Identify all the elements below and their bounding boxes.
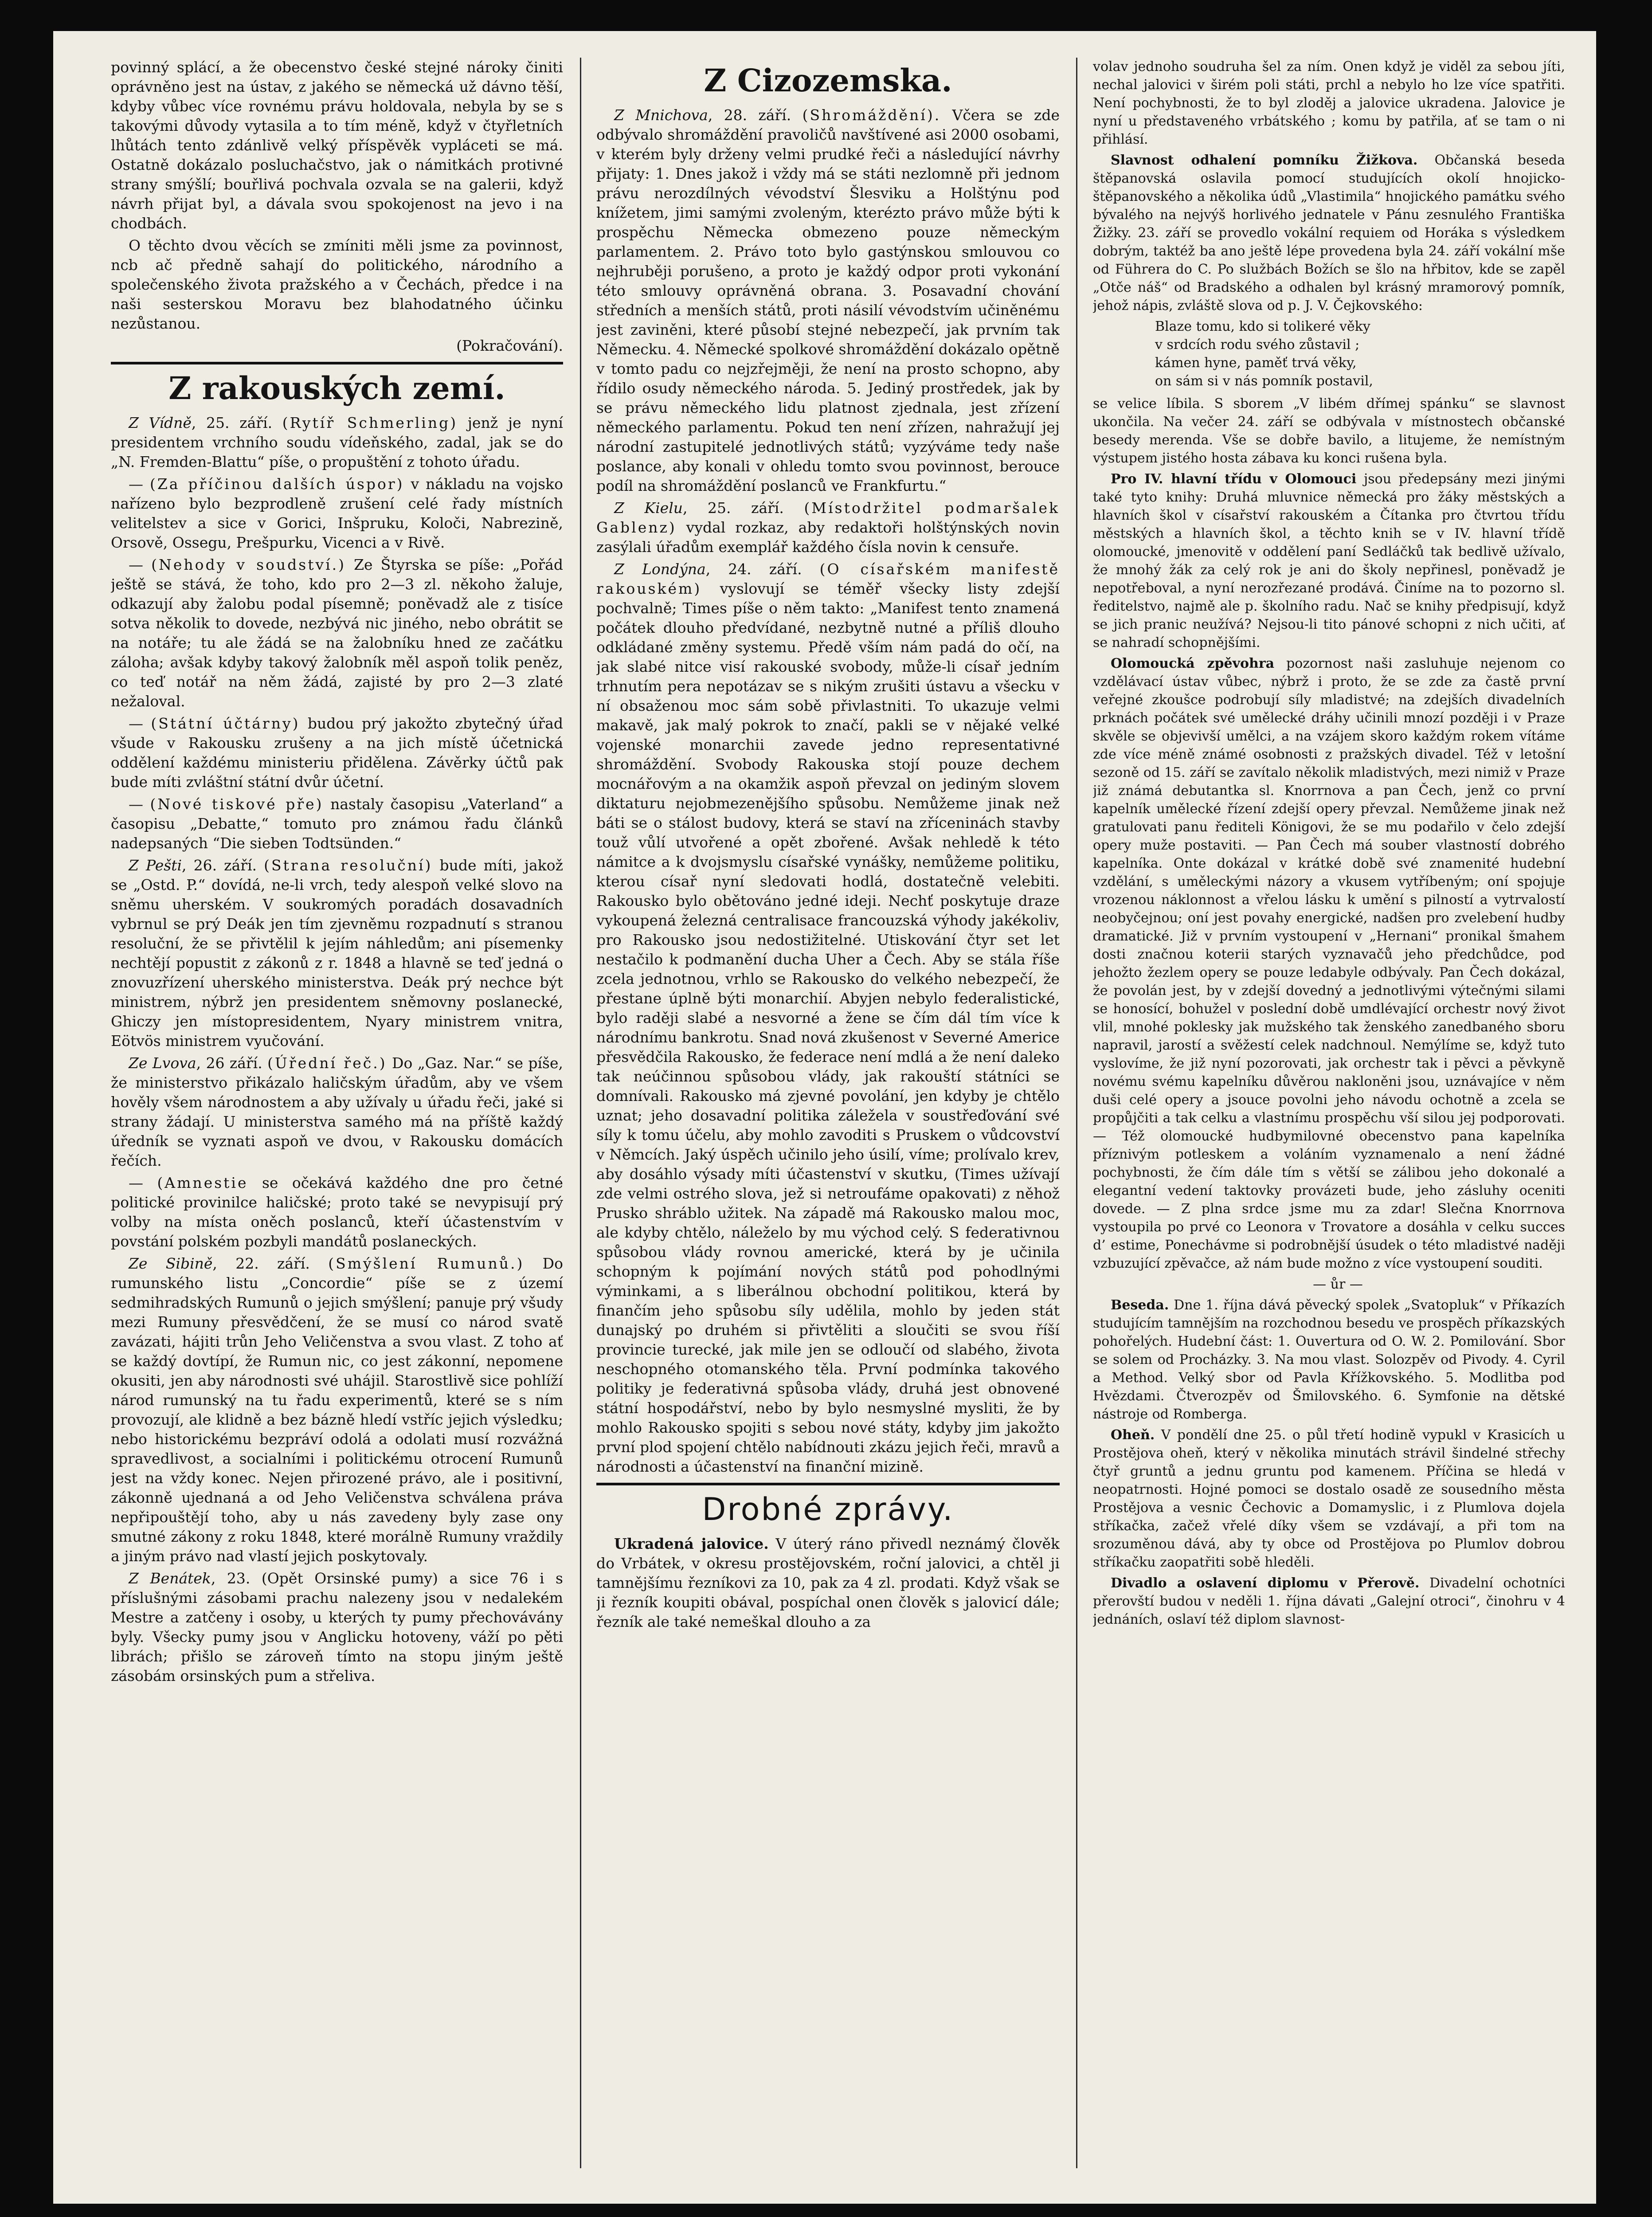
article: — (Amnestie se očekává každého dne pro četné politické provinilce haličské; proto také se nevypisují prý volby na místa oněch poslanců, kteří účastenstvím v povstání polském pozbyli mandátů poslaneckých. xyxy=(111,1174,563,1250)
column-middle xyxy=(596,58,1060,2177)
poem-line: Blaze tomu, kdo si tolikeré věky xyxy=(1155,319,1370,334)
continued-note: (Pokračování). xyxy=(456,337,563,354)
column-right xyxy=(1093,58,1565,2177)
article-title: (Nehody v soudství.) xyxy=(151,556,346,573)
article-text: Občanská beseda štěpanovská oslavila pomocí studujících okolí hnojicko-štěpanovského a několika údů „Vlastimila“ hnojického památku svého bývalého na nejvýš horlivého jednatele v Pánu zesnulého Františka Žižky. 23. září se provedlo vokální requiem od Horáka s výsledkem dobrým, taktéž ba ano ještě lépe provedena byla 24. září vokální mše od Führera do C. Po službách Božích se šlo na hřbitov, kde se zapěl „Otče náš“ od Bradského a odhalen byl krásný mramorový pomník, jehož nápis, zvláště slova od p. J. V. Čejkovského: xyxy=(1093,153,1565,313)
poem xyxy=(1155,317,1565,390)
poem-line: on sám si v nás pomník postavil, xyxy=(1155,373,1373,389)
article-place: Z Benátek xyxy=(129,1570,211,1587)
column-left xyxy=(111,58,563,2177)
article-date: , 25. září. xyxy=(191,414,273,431)
article-place: Ze Sibině xyxy=(129,1255,213,1272)
article-text: Do „Gaz. Nar.“ se píše, že ministerstvo přikázalo haličským úřadům, aby ve všem hověly všem národnostem a aby užívaly u úřadu řeči, jaké si strany žádají. U ministerstva samého má na příště každý úředník se vyznati aspoň ve dvou, v Rakousku domácích řečích. xyxy=(111,1054,563,1169)
article xyxy=(111,413,563,472)
article-title: (Amnestie xyxy=(157,1174,248,1191)
article-date: , 25. září. xyxy=(683,499,784,517)
article-place: Z Kielu xyxy=(614,499,683,517)
article: — (Nové tiskové pře) nastaly časopisu „Vaterland“ a časopisu „Debatte,“ tomuto pro známou řadu článků nadepsaných “Die sieben Todtsünden.“ xyxy=(111,795,563,852)
article-title: (Opět Orsinské pumy) xyxy=(261,1570,438,1587)
article-title: (Shromáždění). xyxy=(802,106,941,124)
article-text: jsou předepsány mezi jinými také tyto knihy: Druhá mluvnice německá pro žáky městských a hlavních škol v císařství rakouském a Čítanka pro čtvrtou třídu městských a hlavních škol, a těchto knih se v IV. hlavní třídě olomoucké, jmenovitě v oddělení paní Sedláčků tak bedlivě užívalo, že mnohý žák za celý rok je ani do školy nepřinesl, poněvadž je nepotřeboval, a nyní nerozřezané prodává. Činíme na to pozorno sl. ředitelstvo, najmě ale p. školního radu. Nač se knihy předpisují, když se jich pranic neužívá? Nejsou-li tito pánové schopni z nich učiti, ať se nahradí schopnějšími. xyxy=(1093,471,1565,650)
article xyxy=(1093,151,1565,315)
article-title: Divadlo a oslavení diplomu v Přerově. xyxy=(1111,1575,1420,1591)
signature: — ůr — xyxy=(1313,1277,1363,1292)
article-date: , 22. září. xyxy=(212,1255,310,1272)
article-title: Oheň. xyxy=(1111,1427,1155,1443)
article-title: Ukradená jalovice. xyxy=(614,1535,769,1552)
article-date: , 23. xyxy=(211,1570,251,1587)
article-title: (Státní účtárny) xyxy=(151,715,300,732)
paragraph: povinný splácí, a že obecenstvo české stejné nároky činiti oprávněno jest na ústav, z jakého se německá už dávno těší, kdyby vůbec více rovnému právu holdovala, nebyla by se s takovými důvody vytasila a to tím méně, když v čtyřletních lhůtách tento zdánlivě velký příspěvěk vypláceti se má. Ostatně dokázalo posluchačstvo, jak o námitkách protivné strany smýšlí; bouřlivá pochvala ozvala se na galerii, když návrh přijat byl, a dávala svou spokojenost na jevo i na chodbách. xyxy=(111,59,563,232)
article-place: Z Londýna xyxy=(614,560,706,578)
article xyxy=(596,1534,1060,1632)
column-rule xyxy=(580,58,581,2168)
article xyxy=(111,1054,563,1171)
article-text: V pondělí dne 25. o půl třetí hodině vypukl v Krasicích u Prostějova oheň, který v několika minutách strávil šindelné střechy čtyř gruntů a jednu gruntu pod kamenem. Příčina se hledá v neopatrnosti. Hojné pomoci se dostalo osadě ze sousedního města Prostějova a vesnic Čechovic a Domamyslic, i z Plumlova dojela stříkačka, začež vřelé díky všem se vzdávají, a při tom na srozuměnou dává, aby ty obce od Prostějova po Plumlov dobrou stříkačku zaopatřiti sobě hleděli. xyxy=(1093,1427,1565,1570)
article xyxy=(111,1254,563,1566)
article-text: V úterý ráno přivedl neznámý člověk do Vrbátek, v okresu prostějovském, roční jalovici, a chtěl ji tamnějšímu řezníkovi za 10, pak za 4 zl. prodati. Když však se ji řezník koupiti obával, pospíchal onen člověk s jalovicí dále; řezník ale také nemeškal dlouho a za xyxy=(596,1535,1060,1630)
article-date: , 26. září. xyxy=(182,857,257,874)
article xyxy=(596,560,1060,1477)
article-title: (Úřední řeč.) xyxy=(267,1054,387,1072)
section-divider xyxy=(111,362,563,364)
article: — (Nehody v soudství.) Ze Štyrska se píše: „Pořád ještě se stává, že toho, kdo pro 2—3 zl. někoho žaluje, odkazují aby žalobu podal písemně; poněvadž ale z tisíce sotva několik to dovede, nezbývá nic jiného, nebo obrátit se na notáře; tu ale žádá se na žalobníku hned ze začátku záloha; avšak kdyby takový žalobník měl aspoň tolik peněz, co teď notář na něm žádá, zajisté by pro 2—3 zlaté nežaloval. xyxy=(111,556,563,710)
article-title: (O císařském manifestě rakouském) xyxy=(596,560,1060,597)
article-title: (Místodržitel podmaršalek Gablenz) xyxy=(596,499,1060,536)
article-title: Olomoucká zpěvohra xyxy=(1111,656,1275,671)
article xyxy=(1093,1574,1565,1629)
poem-line: kámen hyne, paměť trvá věky, xyxy=(1155,355,1357,371)
article xyxy=(111,856,563,1051)
section-heading: Z rakouských zemí. xyxy=(168,370,505,407)
article-text: jenž je nyní presidentem vrchního soudu vídeňského, zadal, jak se do „N. Fremden-Blattu“ píše, o propuštění z tohoto úřadu. xyxy=(111,414,563,470)
paragraph: se velice líbila. S sborem „V libém dřímej spánku“ se slavnost ukončila. Na večer 24. září se odbývala v místnostech občanské besedy merenda. Vše se dobře bavilo, a litujeme, že nemístným výstupem jistého hosta zábava ku konci rušena byla. xyxy=(1093,396,1565,466)
article xyxy=(1093,470,1565,652)
article xyxy=(111,1569,563,1686)
article-text: vydal rozkaz, aby redaktoři holštýnských novin zasýlali úřadům exemplář každého čísla novin k censuře. xyxy=(596,519,1060,556)
article-text: v nákladu na vojsko nařízeno bylo bezprodleně zrušení celé řady místních velitelstev a sice v Gorici, Inšpruku, Koloči, Nabrezině, Orsově, Ossegu, Prešpurku, Vicenci a v Rivě. xyxy=(111,475,563,551)
newspaper-page xyxy=(53,31,1596,2204)
article-date: , 24. září. xyxy=(705,560,802,578)
article-title: Slavnost odhalení pomníku Žižkova. xyxy=(1111,153,1418,168)
article-title: (Smýšlení Rumunů.) xyxy=(328,1255,525,1272)
section-heading: Drobné zprávy. xyxy=(702,1491,954,1528)
article-title: Pro IV. hlavní třídu v Olomouci xyxy=(1111,471,1357,487)
article-text: vyslovují se téměř všecky listy zdejší pochvalně; Times píše o něm takto: „Manifest tento znamená počátek dlouho předvídané, nezbytně nutné a příliš dlouho odkládané změny systemu. Předě vším nám padá do očí, na jak slabé nitce visí rakouské svobody, může-li císař jedním trhnutím pera nepotázav se s nikým zrušiti ústavu a všecku v ní obsaženou moc sám sobě přivlastniti. To ukazuje velmi makavě, jak malý pokrok to značí, pakli se v nějaké velké vojenské monarchii zavede jedno representativné shromáždění. Svobody Rakouska stojí pouze dechem mocnářovým a na okamžik aspoň převzal on jediným slovem diktaturu nejobmezenějšího spůsobu. Nemůžeme jinak než báti se o stálost budovy, která se staví na zříceninách stavby touž vůlí utvořené a opět zbořené. Avšak nehledě k této námitce a k dvojsmyslu císařské vynášky, nemůžeme politiku, kterou císař nyní sledovati hodlá, dostatečně velebiti. Rakousko bylo obětováno jedné ideji. Nechť poskytuje draze vykoupená železná centralisace francouzská výhody jakékoliv, pro Rakousko jsou nedostižitelné. Utiskování čtyr set let nestačilo k podmanění ducha Uher a Čech. Aby se stála říše zcela jednotnou, vrhlo se Rakousko do velkého nebezpečí, že přestane úplně býti monarchií. Abyjen nebylo federalistické, bylo raději slabé a nesvorné a žene se čím dál tím více k národnímu bankrotu. Snad nová zkušenost v Severné Americe přesvědčila Rakousko, že federace není mdlá a že není daleko tak neúčinnou spůsobou vlády, jak rakouští státníci se domnívali. Rakousko má zjevné povolání, jen kdyby je chtělo uznat; jeho dosavadní politika záležela v soustřeďování své síly k tomu účelu, aby mohlo zavoditi s Pruskem o vůdcovství v Němcích. Jaký úspěch učinilo jeho úsilí, víme; prolívalo krev, aby dosáhlo výsady míti účastenství v skutku, (Times užívají zde velmi ostrého slova, jež si netroufáme opakovati) z něhož Prusko shráblo užitek. Na západě má Rakousko malou moc, ale kdyby chtělo, náleželo by mu východ celý. S federativnou spůsobou vlády rovnou americké, která by je učinila schopným k pojímání nových států pod pohodlnými výminkami, a s liberálnou obchodní politikou, která by finančím jeho spůsobu síly udělila, mohlo by jeden stát dunajský po druhém si přivtěliti a sloučiti se svou říší provincie turecké, jak mile jen se odloučí od slabého, života neschopného otomanského těla. První podmínka takového politiky je federativná spůsoba vlády, druhá jest obnovené státní hospodářství, nebo by bylo nesmyslné mysliti, že by mohlo Rakousko spojiti s sebou nové státy, kdyby jim jakožto první plod spojení chtělo nabídnouti zkázu jejich řeči, mravů a národnosti a účastenství na finanční mizině. xyxy=(596,580,1060,1475)
section-heading: Z Cizozemska. xyxy=(704,62,952,99)
article-text: Ze Štyrska se píše: „Pořád ještě se stává, že toho, kdo pro 2—3 zl. někoho žaluje, odkazují aby žalobu podal písemně; poněvadž ale z tisíce sotva několik to dovede, nezbývá nic jiného, nebo obrátit se na notáře; tu ale žádá se na žalobníku hned ze začátku záloha; avšak kdyby takový žalobník měl aspoň tolik peněz, co teď notář na něm žádá, zajisté by pro 2—3 zlaté nežaloval. xyxy=(111,556,563,710)
article: — (Za příčinou dalších úspor) v nákladu na vojsko nařízeno bylo bezprodleně zrušení celé řady místních velitelstev a sice v Gorici, Inšpruku, Koloči, Nabrezině, Orsově, Ossegu, Prešpurku, Vicenci a v Rivě. xyxy=(111,475,563,551)
article xyxy=(596,498,1060,557)
article-title: (Za příčinou dalších úspor) xyxy=(149,475,404,493)
article: — (Státní účtárny) budou prý jakožto zbytečný úřad všude v Rakousku zrušeny a na jich místě účetnická oddělení každému ministeriu přidělena. Závěrky účtů pak bude míti zvláštní státní dvůr účetní. xyxy=(111,715,563,791)
article-text: pozornost naši zasluhuje nejenom co vzdělávací ústav vůbec, nýbrž i proto, že se zde za častě první veřejné zkoušce podrobují síly mladistvé; na zdejších divadelních prknách počátek své umělecké dráhy učinili mnozí později i v Praze skvěle se objevivší umělci, a na vzájem skoro každým rokem vítáme zde více méně známé osobnosti z pražských divadel. Též v letošní sezoně od 15. září se zavítalo několik mladistvých, mezi nimiž v Praze již známá debutantka sl. Knorrnova a pan Čech, jenž co první kapelník umělecké řízení zdejší opery převzal. Nemůžeme jinak než gratulovati panu řediteli Königovi, že se mu podařilo v čelo zdejší opery muže postaviti. — Pan Čech má souber vlastností dobrého kapelníka. Onte dokázal v krátké době své znamenité hudební vzdělání, s uměleckými názory a vkusem vytříbeným; oní spojuje vrozenou náklonnost a vřelou lásku k umění s pilností a vytrvalostí neobyčejnou; oní jest povahy energické, nadšen pro zvelebení hudby dramatické. Již v prvním vystoupení v „Hernani“ pronikal šmahem dosti značnou koterii starých vyznavačů jeho předchůdce, pod jehožto žezlem opery se pouze ledabyle odbývaly. Pan Čech dokázal, že povolán jest, by v zdejší dovedný a jednotlivými výtečnými silami se honosící, bohužel v poslední době umdlévající orchestr nový život vlil, mnohé poklesky jak mužského tak ženského zanedbaného sboru napravil, jarostí a svěžestí celek nadchnoul. Nemýlíme se, když tuto vyslovíme, že již nyní pozorovati, jak orchestr tak i pěvci a pěvkyně novému svému kapelníku důvěrou nakloněni jsou, uznávajíce v něm duši celé opery a jsouce povolni jeho návodu ochotně a zcela se propůjčiti a tak celku a vlastnímu prospěchu vší silou jej podporovati. — Též olomoucké hudbymilovné obecenstvo pana kapelníka příznivým potleskem a voláním vyznamenalo a není žádné pochybnosti, že čím dále tím s větší se zálibou jeho dokonalé a elegantní vedení taktovky provázeti bude, jeho zásluhy oceniti dovede. — Z plna srdce jsme mu za zdar! Slečna Knorrnova vystoupila po prvé co Leonora v Trovatore a dosáhla v celku succes d’ estime, Ponechávme si podrobnější úsudek o této mladistvé naději vzbuzující zpěvačce, až nám bude možno z více vystoupení souditi. xyxy=(1093,656,1565,1271)
article-text: Do rumunského listu „Concordie“ píše se z území sedmihradských Rumunů o jejich smýšlení; panuje prý všudy mezi Rumuny přesvědčení, že se musí co národ svatě zavázati, hájiti trůn Jeho Veličenstva a svou vlast. Z toho ať se každý dovtípí, že Rumun nic, co jest zákonní, nepomene okusiti, jen aby národnosti své uhájil. Starostlivě sice pohlíží národ rumunský na tu řadu experimentů, které se s ním provozují, ale klidně a bez bázně hledí vstříc jejich výsledku; nebo historickému bezpráví odolá a odolati musí rozvážná spravedlivost, a socialními i politickému otrocení Rumunů jest na vždy konec. Nejen přirozené právo, ale i positivní, zákonně ujednaná a od Jeho Veličenstva schválena práva nepřipouštějí toho, aby u nás zavedeny byly zase ony smutné zákony z roku 1848, které morálně Rumuny vraždily a jiným právo nad vlastí jejich poskytovaly. xyxy=(111,1255,563,1565)
article xyxy=(1093,654,1565,1273)
article-text: nastaly časopisu „Vaterland“ a časopisu „Debatte,“ tomuto pro známou řadu článků nadepsaných “Die sieben Todtsünden.“ xyxy=(111,795,563,852)
column-rule xyxy=(1076,58,1077,2168)
paragraph: volav jednoho soudruha šel za ním. Onen když je viděl za sebou jíti, nechal jalovici v širém poli státi, prchl a nebylo ho lze více spatřiti. Není pochybnosti, že to byl zloděj a jalovice ukradena. Jalovice je nyní u představeného vrbátského ; komu by patřila, ať se tam o ni přihlásí. xyxy=(1093,59,1565,147)
article-title: (Rytíř Schmerling) xyxy=(282,414,458,431)
article-text: Dne 1. října dává pěvecký spolek „Svatopluk“ v Příkazích studujícím tamnějším na rozchodnou besedu ve prospěch příkazských pohořelých. Hudební část: 1. Ouvertura od O. W. 2. Pomilování. Sbor se solem od Procházky. 3. Na mou vlast. Solozpěv od Pivody. 4. Cyril a Method. Velký sbor od Pavla Křížkovského. 5. Modlitba pod Hvězdami. Čtverozpěv od Šmilovského. 6. Symfonie na dětské nástroje od Romberga. xyxy=(1093,1297,1565,1422)
article xyxy=(596,106,1060,496)
article-title: (Strana resoluční) xyxy=(264,857,433,874)
article-text: bude míti, jakož se „Ostd. P.“ dovídá, ne-li vrch, tedy alespoň velké slovo na sněmu uherském. V soukromých poradách dosavadních vybrnul se prý Deák jen tím zjevněmu rozpadnutí s stranou resoluční, že se přivtělil k jejím náhledům; ani písemenky nechtějí popustit z zákonů z r. 1848 a hlavně se teď jedná o znovuzřízení uherského ministerstva. Deák prý nechce být ministrem, nýbrž jen presidentem sněmovny poslanecké, Ghiczy jen místopresidentem, Nyary ministrem vnitra, Eötvös ministrem vyučování. xyxy=(111,857,563,1050)
paragraph: O těchto dvou věcích se zmíniti měli jsme za povinnost, ncb ač předně sahají do politického, národního a společenského života pražského a v Čechách, předce i na naši sesterskou Moravu bez blahodatného účinku nezůstanou. xyxy=(111,237,563,332)
article-text: se očekává každého dne pro četné politické provinilce haličské; proto také se nevypisují prý volby na místa oněch poslanců, kteří účastenstvím v povstání polském pozbyli mandátů poslaneckých. xyxy=(111,1174,563,1250)
article-title: (Nové tiskové pře) xyxy=(150,795,324,813)
article xyxy=(1093,1426,1565,1571)
article-text: a sice 76 i s příslušnými zásobami prachu nalezeny jsou v nedalekém Mestre a zatčeny i osoby, u kterých ty pumy přechovávány byly. Všecky pumy jsou v Anglicku hotoveny, váží po pěti librách; přišlo se zároveň tímto na stopu jiným ještě zásobám orsinských pum a střeliva. xyxy=(111,1570,563,1684)
article-place: Z Vídně xyxy=(129,414,192,431)
article-place: Z Pešti xyxy=(129,857,182,874)
article-place: Ze Lvova xyxy=(129,1054,196,1072)
article-place: Z Mnichova xyxy=(614,106,708,124)
article-text: Včera se zde odbývalo shromáždění pravoličů navštívené asi 2000 osobami, v kterém byly drženy velmi prudké řeči a následující návrhy přijaty: 1. Dnes jakož i vždy má se státi nezlomně při jednom právu nerozdílných vévodství Šlesviku a Holštýnu pod knížetem, jimi samými zvoleným, kterézto právo může býti k prospěchu Německa obmezeno pouze německým parlamentem. 2. Právo toto bylo gastýnskou smlouvou co nejhruběji porušeno, a proto je každý odpor proti vykonání této smlouvy oprávněná obrana. 3. Posavadní chování středních a menších států, proti násilí vévodstvím učiněnému jest zaviněni, které působí stejné nebezpečí, jak prvním tak Německu. 4. Německé spolkové shromáždění dokázalo opětně v tomto padu co nejzřejměji, že není na prosto schopno, aby řídilo osudy německého národa. 5. Jediný prostředek, jak by se právu německého lidu platnost zjednala, jest zřízení německého parlamentu. Pokud ten není zřízen, nahražují jej národní zastupitelé jednotlivých států; vyzýváme tedy naše poslance, aby konali v ohledu tomto svou povinnost, berouce podíl na shromáždění poslanců ve Frankfurtu.“ xyxy=(596,106,1060,494)
article-text: Divadelní ochotníci přerovští budou v neděli 1. října dávati „Galejní otroci“, činohru v 4 jednáních, oslaví též diplom slavnost- xyxy=(1093,1575,1565,1627)
article-title: Beseda. xyxy=(1111,1297,1169,1313)
article xyxy=(1093,1296,1565,1423)
article-date: , 28. září. xyxy=(708,106,791,124)
article-text: budou prý jakožto zbytečný úřad všude v Rakousku zrušeny a na jich místě účetnická oddělení každému ministeriu přidělena. Závěrky účtů pak bude míti zvláštní státní dvůr účetní. xyxy=(111,715,563,791)
section-divider xyxy=(596,1483,1060,1485)
article-date: , 26 září. xyxy=(196,1054,262,1072)
poem-line: v srdcích rodu svého zůstavil ; xyxy=(1155,337,1360,353)
